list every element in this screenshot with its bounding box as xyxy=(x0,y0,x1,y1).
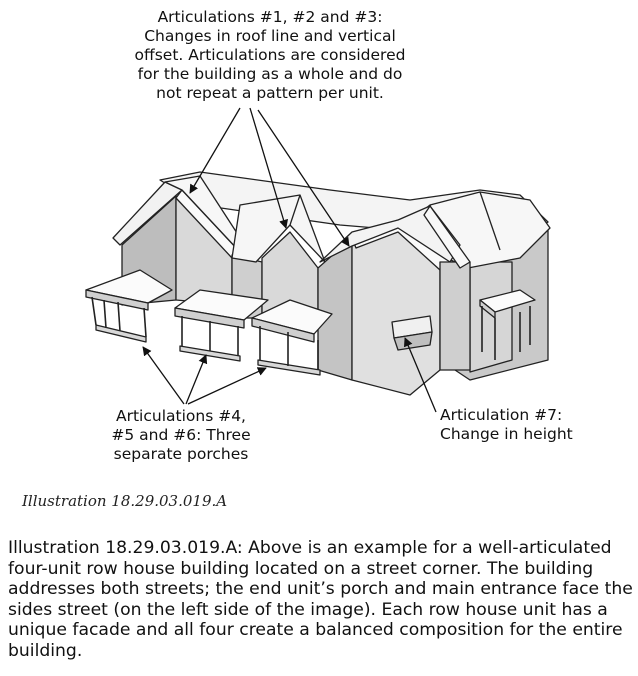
right-wing-front xyxy=(470,262,512,372)
porch-callout: Articulations #4, #5 and #6: Three separate porches xyxy=(111,407,251,463)
porch1-floor xyxy=(96,325,146,342)
caption: Illustration 18.29.03.019.A: Above is an example for a well-articulated four-unit row house building located on a street corner. The building addresses both streets; the end unit’s porch and main entrance face the sides street (on the left side of the image). Each row house unit has a unique facade and all four create a balanced composition for the entire building. xyxy=(8,538,633,661)
porch3-floor xyxy=(258,360,320,375)
height-callout: Articulation #7: Change in height xyxy=(440,406,573,443)
roof-line-callout: Articulations #1, #2 and #3: Changes in roof line and vertical offset. Articulations are considered for the building as a whole and do not repeat a pattern per unit. xyxy=(134,8,406,102)
building xyxy=(86,172,550,395)
unit3-right-gable xyxy=(440,262,470,370)
figure-label: Illustration 18.29.03.019.A xyxy=(22,492,228,510)
